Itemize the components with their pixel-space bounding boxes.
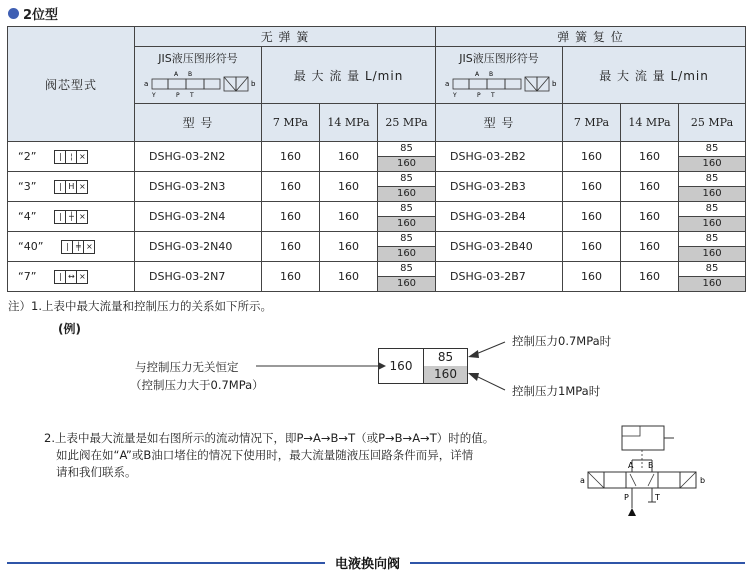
- header-model-sr: 型 号: [436, 104, 563, 142]
- svg-text:Y: Y: [152, 92, 156, 99]
- table-row: “40” | ╪ ⨯ DSHG-03-2N40 160 160 85 160 DSHG-03-2B40 160 160 85 160: [8, 232, 746, 262]
- header-14mpa-sr: 14 MPa: [621, 104, 679, 142]
- svg-text:P: P: [176, 92, 180, 99]
- svg-text:A: A: [475, 71, 480, 78]
- example-right-top: 控制压力0.7MPa时: [512, 334, 612, 348]
- header-jis-symbol-sr: JIS液压图形符号 a A B P T Y b: [436, 47, 563, 104]
- header-max-flow-sr: 最 大 流 量 L/min: [563, 47, 746, 104]
- flow-diagram-icon: [572, 420, 712, 520]
- footer-title: 电液换向阀: [325, 553, 410, 572]
- example-right-bottom: 控制压力1MPa时: [512, 384, 601, 398]
- svg-text:P: P: [477, 92, 481, 99]
- valve-symbol-icon: [138, 66, 258, 100]
- model-cell: DSHG-03-2N40: [135, 232, 262, 262]
- model-cell: DSHG-03-2N2: [135, 142, 262, 172]
- svg-text:a: a: [144, 80, 149, 88]
- model-cell: DSHG-03-2B7: [436, 262, 563, 292]
- model-cell: DSHG-03-2N7: [135, 262, 262, 292]
- svg-text:Y: Y: [453, 92, 457, 99]
- header-25mpa-sr: 25 MPa: [679, 104, 746, 142]
- svg-text:B: B: [648, 461, 654, 470]
- header-14mpa-ns: 14 MPa: [320, 104, 378, 142]
- model-cell: DSHG-03-2N3: [135, 172, 262, 202]
- table-row: “3” | H ⨯ DSHG-03-2N3 160 160 85 160 DSHG-03-2B3 160 160 85 160: [8, 172, 746, 202]
- header-25mpa-ns: 25 MPa: [378, 104, 436, 142]
- svg-text:A: A: [628, 461, 634, 470]
- svg-text:T: T: [491, 92, 495, 99]
- model-cell: DSHG-03-2B2: [436, 142, 563, 172]
- svg-text:P: P: [624, 493, 629, 502]
- valve-symbol-icon: [439, 66, 559, 100]
- spool-type-cell: “7” | ↔ ⨯: [8, 262, 135, 292]
- example-left-line1: 与控制压力无关恒定: [135, 360, 239, 374]
- header-no-spring: 无 弹 簧: [135, 27, 436, 47]
- header-7mpa-ns: 7 MPa: [262, 104, 320, 142]
- model-cell: DSHG-03-2B3: [436, 172, 563, 202]
- table-row: “7” | ↔ ⨯ DSHG-03-2N7 160 160 85 160 DSHG-03-2B7 160 160 85 160: [8, 262, 746, 292]
- svg-text:b: b: [552, 80, 557, 88]
- example-flow-box: [378, 348, 468, 384]
- spool-type-cell: “2” | ¦ ⨯: [8, 142, 135, 172]
- note-2-line3: 请和我们联系。: [56, 465, 137, 479]
- svg-text:T: T: [190, 92, 194, 99]
- header-jis-symbol-ns: JIS液压图形符号 a A B P T Y b: [135, 47, 262, 104]
- example-label: (例): [58, 322, 81, 336]
- example-left-line2: （控制压力大于0.7MPa）: [130, 378, 264, 392]
- header-max-flow-ns: 最 大 流 量 L/min: [262, 47, 436, 104]
- spool-symbol-icon: | ┼ ⨯: [54, 210, 88, 224]
- spec-table: [7, 26, 746, 292]
- note-2-line1: 2.上表中最大流量是如右图所示的流动情况下，即P→A→B→T（或P→B→A→T）时的值。: [44, 431, 495, 445]
- header-valve-type: 阀芯型式: [8, 27, 135, 142]
- spool-symbol-icon: | ↔ ⨯: [54, 270, 88, 284]
- table-row: “4” | ┼ ⨯ DSHG-03-2N4 160 160 85 160 DSHG-03-2B4 160 160 85 160: [8, 202, 746, 232]
- spool-type-cell: “40” | ╪ ⨯: [8, 232, 135, 262]
- example-value-left: 160: [379, 349, 424, 383]
- svg-text:B: B: [188, 71, 193, 78]
- svg-text:B: B: [489, 71, 494, 78]
- section-heading: [8, 4, 58, 23]
- header-7mpa-sr: 7 MPa: [563, 104, 621, 142]
- header-spring-return: 弹 簧 复 位: [436, 27, 746, 47]
- section-title: 2位型: [23, 8, 59, 23]
- spool-symbol-icon: | ¦ ⨯: [54, 150, 88, 164]
- svg-text:b: b: [700, 476, 706, 485]
- svg-text:a: a: [445, 80, 450, 88]
- note-1: 注）1.上表中最大流量和控制压力的关系如下所示。: [8, 299, 272, 313]
- example-value-bottom: 160: [424, 366, 467, 383]
- note-2-line2: 如此阀在如“A”或B油口堵住的情况下使用时，最大流量随液压回路条件而异，详情: [56, 448, 474, 462]
- header-model-ns: 型 号: [135, 104, 262, 142]
- spool-type-cell: “4” | ┼ ⨯: [8, 202, 135, 232]
- svg-text:b: b: [251, 80, 256, 88]
- svg-text:T: T: [655, 493, 660, 502]
- example-value-top: 85: [424, 349, 467, 367]
- model-cell: DSHG-03-2B40: [436, 232, 563, 262]
- svg-text:a: a: [580, 476, 585, 485]
- svg-text:A: A: [174, 71, 179, 78]
- model-cell: DSHG-03-2N4: [135, 202, 262, 232]
- bullet-icon: [8, 8, 19, 19]
- model-cell: DSHG-03-2B4: [436, 202, 563, 232]
- table-row: “2” | ¦ ⨯ DSHG-03-2N2 160 160 85 160 DSHG-03-2B2 160 160 85 160: [8, 142, 746, 172]
- spool-symbol-icon: | H ⨯: [54, 180, 88, 194]
- spool-type-cell: “3” | H ⨯: [8, 172, 135, 202]
- spool-symbol-icon: | ╪ ⨯: [61, 240, 95, 254]
